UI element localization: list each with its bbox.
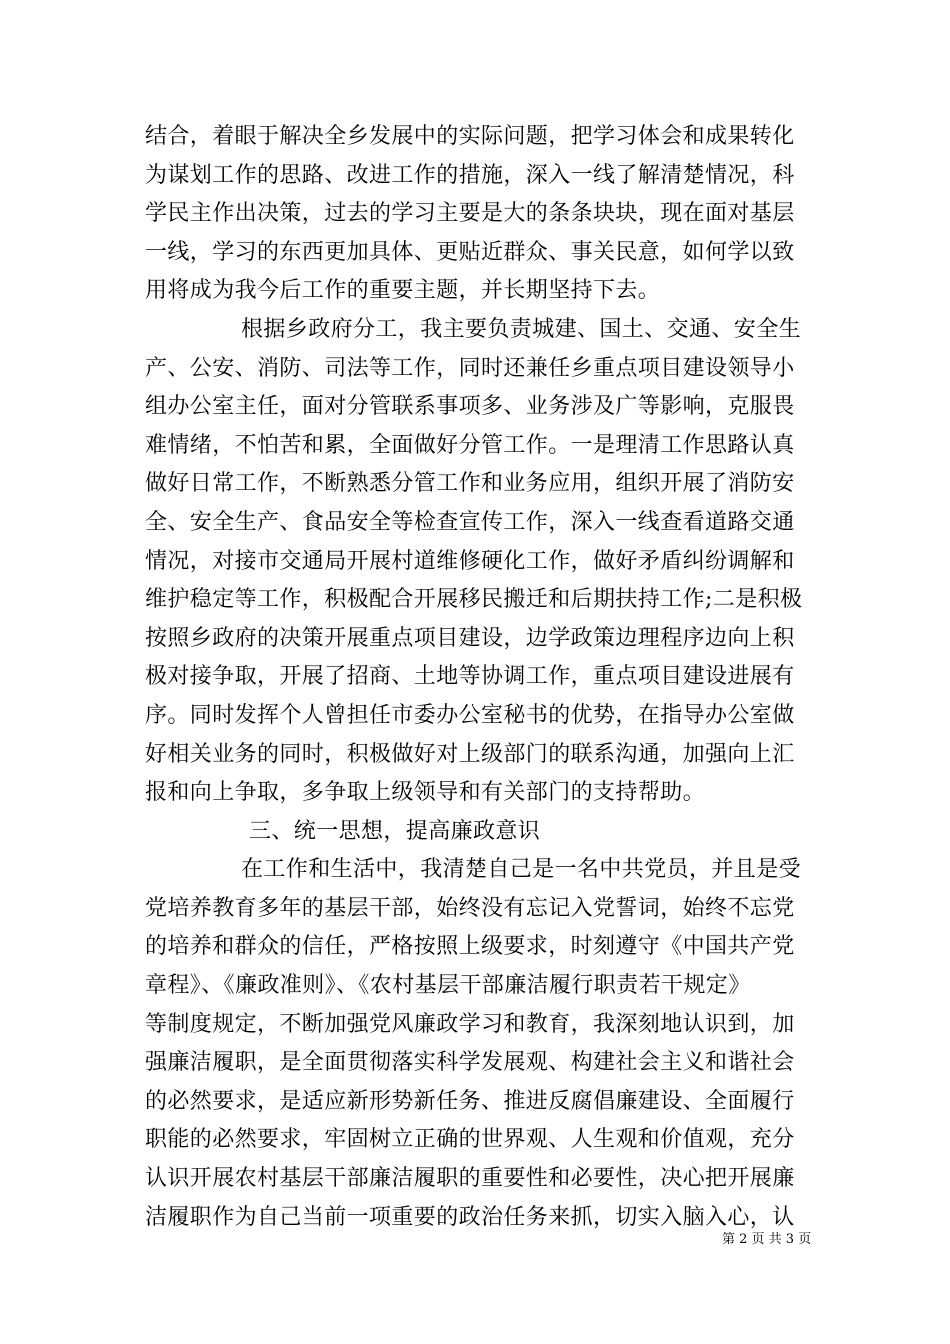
text-line: 为谋划工作的思路、改进工作的措施，深入一线了解清楚情况，科 (145, 162, 795, 188)
text-line: 好相关业务的同时，积极做好对上级部门的联系沟通，加强向上汇 (145, 741, 795, 767)
text-line: 产、公安、消防、司法等工作，同时还兼任乡重点项目建设领导小 (145, 355, 795, 381)
text-line: 的必然要求，是适应新形势新任务、推进反腐倡廉建设、全面履行 (145, 1088, 795, 1114)
text-line: 全、安全生产、食品安全等检查宣传工作，深入一线查看道路交通 (145, 509, 795, 535)
text-line: 组办公室主任，面对分管联系事项多、业务涉及广等影响，克服畏 (145, 394, 795, 420)
text-line: 结合，着眼于解决全乡发展中的实际问题，把学习体会和成果转化 (145, 124, 795, 149)
text-line: 强廉洁履职，是全面贯彻落实科学发展观、构建社会主义和谐社会 (145, 1050, 795, 1076)
paragraph-2 (145, 311, 810, 813)
text-line: 极对接争取，开展了招商、土地等协调工作，重点项目建设进展有 (145, 664, 795, 690)
text-line: 做好日常工作，不断熟悉分管工作和业务应用，组织开展了消防安 (145, 471, 795, 497)
text-line: 职能的必然要求，牢固树立正确的世界观、人生观和价值观，充分 (145, 1127, 795, 1153)
text-line: 难情绪，不怕苦和累，全面做好分管工作。一是理清工作思路认真 (145, 432, 795, 458)
text-line: 报和向上争取，多争取上级领导和有关部门的支持帮助。 (145, 780, 706, 806)
text-line: 的培养和群众的信任，严格按照上级要求，时刻遵守《中国共产党 (145, 934, 795, 960)
text-line: 维护稳定等工作，积极配合开展移民搬迁和后期扶持工作;二是积极 (145, 587, 803, 613)
paragraph-3 (145, 851, 810, 1237)
text-line: 情况，对接市交通局开展村道维修硬化工作，做好矛盾纠纷调解和 (145, 548, 795, 574)
text-line: 一线，学习的东西更加具体、更贴近群众、事关民意，如何学以致 (145, 239, 795, 265)
text-line: 等制度规定，不断加强党风廉政学习和教育，我深刻地认识到，加 (145, 1011, 795, 1037)
text-line: 章程》、《廉政准则》、《农村基层干部廉洁履行职责若干规定》 (145, 973, 751, 999)
document-body (145, 118, 810, 1237)
text-line: 洁履职作为自己当前一项重要的政治任务来抓，切实入脑入心，认 (145, 1204, 795, 1230)
text-line: 认识开展农村基层干部廉洁履职的重要性和必要性，决心把开展廉 (145, 1166, 795, 1192)
section-heading: 三、统一思想，提高廉政意识 (249, 818, 541, 844)
text-line: 学民主作出决策，过去的学习主要是大的条条块块，现在面对基层 (145, 201, 795, 227)
paragraph-1 (145, 118, 810, 311)
text-line: 在工作和生活中，我清楚自己是一名中共党员，并且是受 (241, 857, 802, 883)
page-number-footer: 第 2 页 共 3 页 (722, 1232, 812, 1247)
text-line: 序。同时发挥个人曾担任市委办公室秘书的优势，在指导办公室做 (145, 702, 795, 728)
text-line: 用将成为我今后工作的重要主题，并长期坚持下去。 (145, 278, 661, 304)
text-line: 党培养教育多年的基层干部，始终没有忘记入党誓词，始终不忘党 (145, 895, 795, 921)
text-line: 根据乡政府分工，我主要负责城建、国土、交通、安全生 (241, 316, 802, 342)
text-line: 按照乡政府的决策开展重点项目建设，边学政策边理程序边向上积 (145, 625, 795, 651)
